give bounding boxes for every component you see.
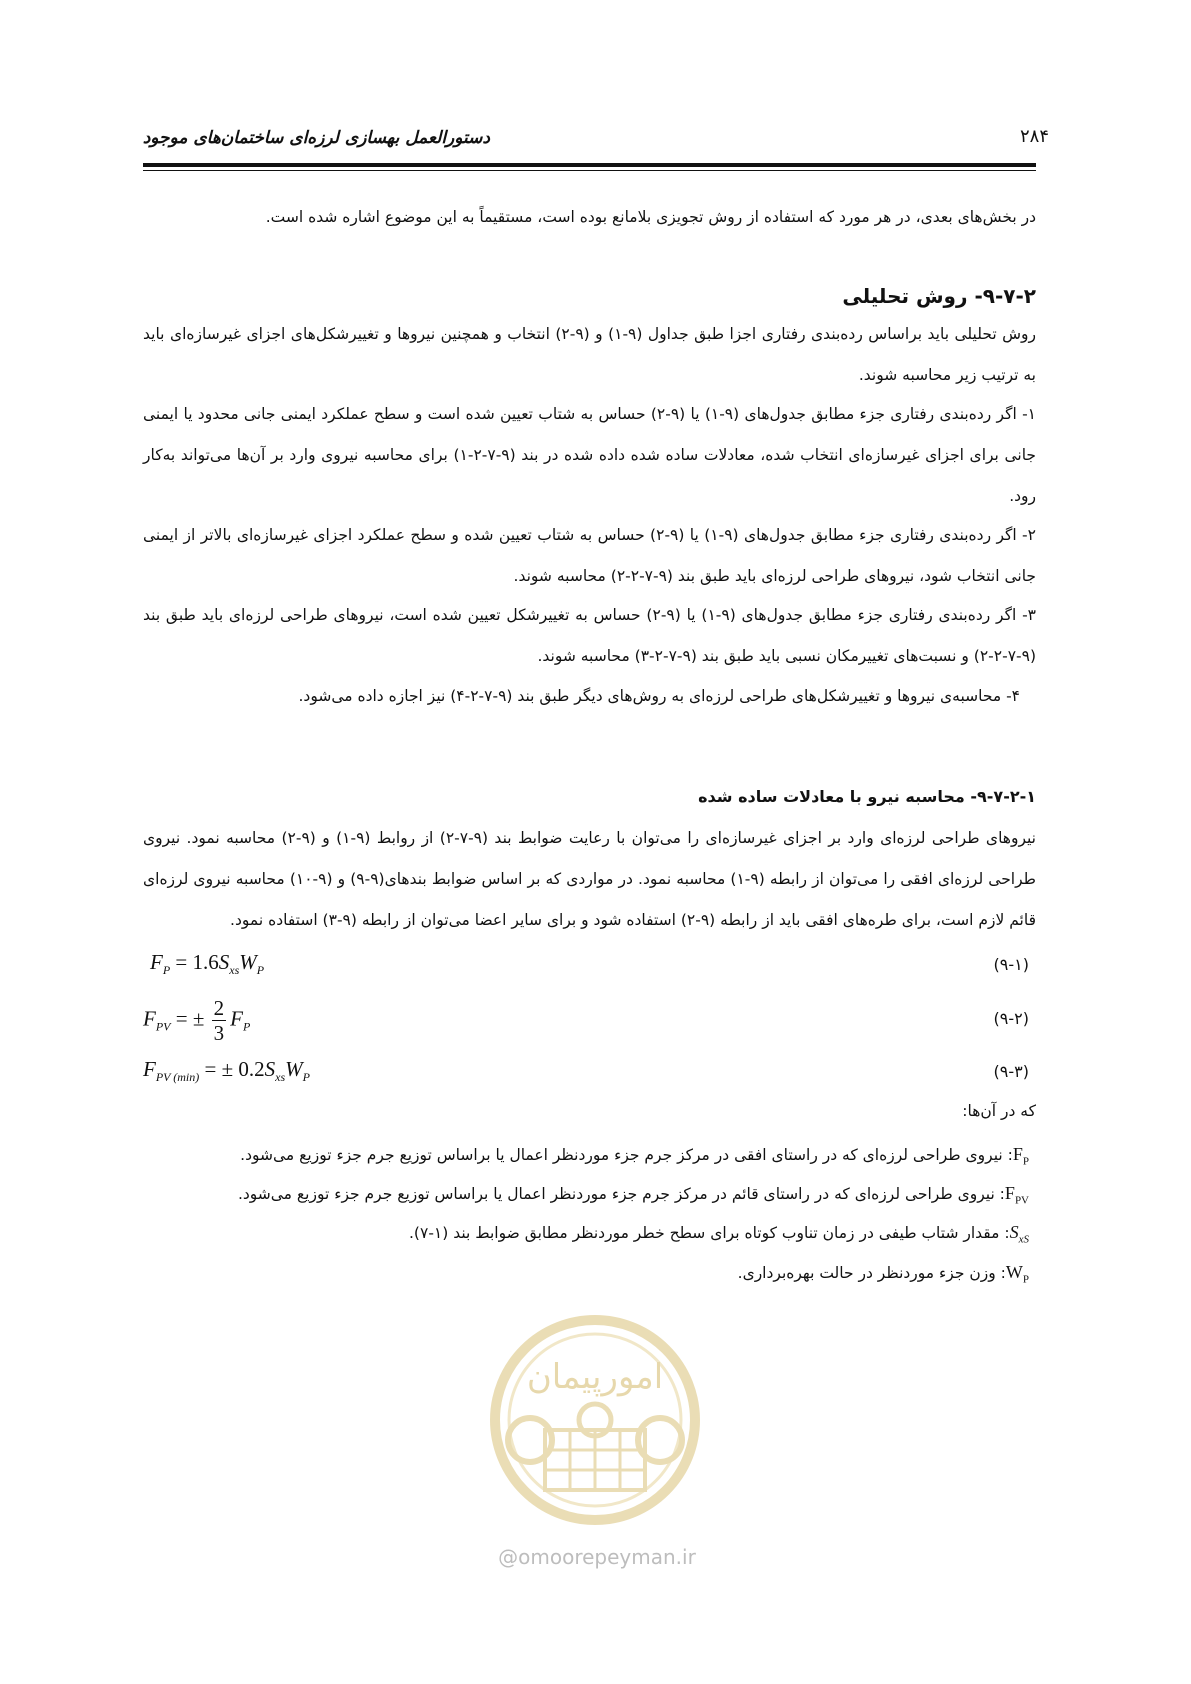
svg-text:امورپیمان: امورپیمان [526,1357,664,1397]
symbol-fp: $F_P$ [1012,1144,1029,1168]
header-rule [143,163,1036,167]
symbol-wp: $W_P$ [1005,1262,1029,1286]
symbol-fpv: $F_{PV}$ [1004,1183,1029,1207]
symbol-sxs: $S_{xS}$ [1009,1222,1029,1246]
watermark-emblem-icon [460,1310,730,1530]
list-item-3: ۳- اگر رده‌بندی رفتاری جزء مطابق جدول‌های (۹-۱) یا (۹-۲) حساس به تغییرشکل تعیین شده است، نیروهای طراحی لرزه‌ای باید طبق بند (۹-۷-۲-۲) و نسبت‌های تغییرمکان نسبی باید طبق بند (۹-۷-۲-۳) محاسبه شوند. [143,606,1036,665]
definition-sxs: $S_{xS}$: مقدار شتاب طیفی در زمان تناوب کوتاه برای سطح خطر موردنظر مطابق ضوابط بند (۱-۷). [409,1222,1029,1246]
subsection-paragraph: نیروهای طراحی لرزه‌ای وارد بر اجزای غیرسازه‌ای را می‌توان با رعایت ضوابط بند (۹-۷-۲) از روابط (۹-۱) و (۹-۲) محاسبه نمود. نیروی طراحی لرزه‌ای افقی را می‌توان از رابطه (۹-۱) محاسبه نمود. در مواردی که بر اساس ضوابط بندهای(۹-۹) و (۹-۱۰) محاسبه نیروی لرزه‌ای قائم لازم است، برای طره‌های افقی باید از رابطه (۹-۲) استفاده شود و برای سایر اعضا می‌توان از رابطه (۹-۳) استفاده نمود. [143,829,1036,929]
equation-3-number: (۹-۳) [993,1062,1029,1081]
equation-2: $F_{PV}$ = ± $\frac{2}{3}$ $F_P$ [143,996,251,1045]
where-label: که در آن‌ها: [962,1102,1036,1120]
equation-1-number: (۹-۱) [993,955,1029,974]
equation-2-number: (۹-۲) [993,1009,1029,1028]
page-number: ۲۸۴ [1020,126,1050,147]
section-heading: ۹-۷-۲- روش تحلیلی [842,284,1036,308]
watermark-logo [460,1310,730,1530]
definition-fpv: $F_{PV}$: نیروی طراحی لرزه‌ای که در راستای قائم در مرکز جرم جزء موردنظر اعمال یا براساس توزیع جرم جزء توزیع می‌شود. [237,1183,1029,1207]
at-icon: @ [498,1545,519,1569]
watermark-url: @omoorepeyman.ir [498,1545,696,1569]
running-header-title: دستورالعمل بهسازی لرزه‌ای ساختمان‌های موجود [142,128,490,148]
definition-fp: $F_P$: نیروی طراحی لرزه‌ای که در راستای افقی در مرکز جرم جزء موردنظر اعمال یا براساس توزیع جرم جزء توزیع می‌شود. [240,1144,1029,1168]
fraction-two-thirds: $\frac{2}{3}$ [213,996,225,1045]
intro-paragraph: در بخش‌های بعدی، در هر مورد که استفاده از روش تجویزی بلامانع بوده است، مستقیماً به این موضوع اشاره شده است. [265,208,1036,226]
equation-1: $F_P = 1.6S_{xs}W_P$ [150,950,265,977]
subsection-heading: ۹-۷-۲-۱- محاسبه نیرو با معادلات ساده شده [698,787,1036,806]
definition-wp: $W_P$: وزن جزء موردنظر در حالت بهره‌برداری. [737,1262,1029,1286]
section-paragraph: روش تحلیلی باید براساس رده‌بندی رفتاری اجزا طبق جداول (۹-۱) و (۹-۲) انتخاب و همچنین نیروها و تغییرشکل‌های اجزای غیرسازه‌ای باید به ترتیب زیر محاسبه شوند. [143,325,1036,384]
equation-3: $F_{PV (min)}$ = ± $0.2S_{xs}W_P$ [143,1057,310,1084]
header-rule-thin [143,170,1036,171]
list-item-4: ۴- محاسبه‌ی نیروها و تغییرشکل‌های طراحی لرزه‌ای به روش‌های دیگر طبق بند (۹-۷-۲-۴) نیز اجازه داده می‌شود. [298,687,1020,705]
list-item-2: ۲- اگر رده‌بندی رفتاری جزء مطابق جدول‌های (۹-۱) یا (۹-۲) حساس به شتاب تعیین شده و سطح عملکرد اجزای غیرسازه‌ای بالاتر از ایمنی جانی انتخاب شود، نیروهای طراحی لرزه‌ای باید طبق بند (۹-۷-۲-۲) محاسبه شوند. [143,526,1036,585]
list-item-1: ۱- اگر رده‌بندی رفتاری جزء مطابق جدول‌های (۹-۱) یا (۹-۲) حساس به شتاب تعیین شده است و سطح عملکرد ایمنی جانی محدود یا ایمنی جانی برای اجزای غیرسازه‌ای انتخاب شده، معادلات ساده شده داده شده در بند (۹-۷-۲-۱) برای محاسبه نیروی وارد بر آن‌ها می‌تواند به‌کار رود. [143,405,1037,505]
